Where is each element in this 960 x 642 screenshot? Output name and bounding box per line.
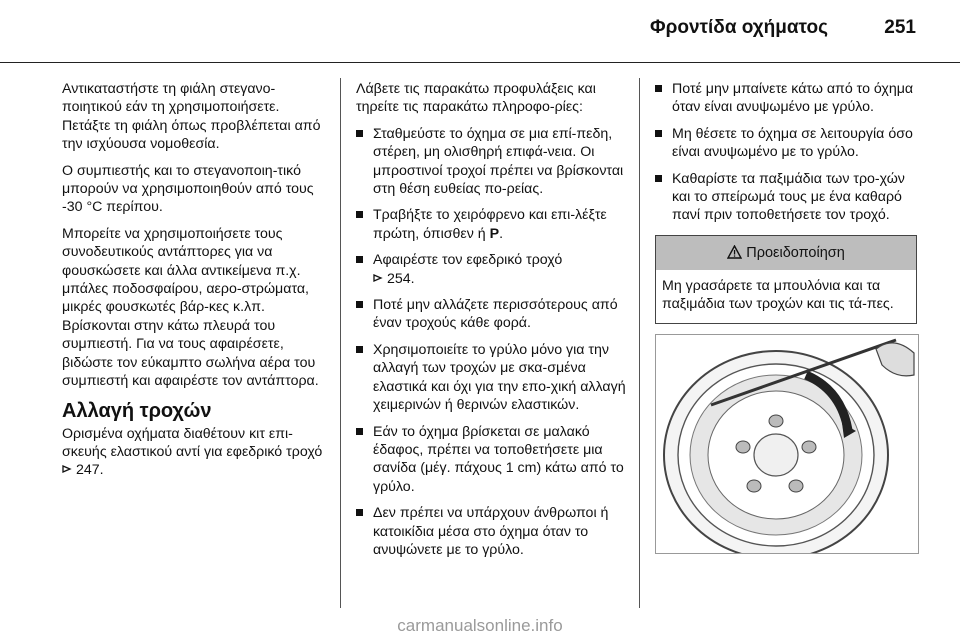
precautions-list [655,80,917,225]
paragraph-reference [62,425,324,480]
list-item [356,341,628,415]
paragraph: Αντικαταστήστε τη φιάλη στεγανο-ποιητικού εάν τη χρησιμοποιήσετε. Πετάξτε τη φιάλη όπως προβλέπεται από την ισχύουσα νομοθεσία. [62,81,321,153]
bullet-icon [356,428,363,435]
warning-title: Προειδοποίηση [746,244,845,261]
page-reference[interactable]: 247. [75,462,104,479]
page-reference-arrow-icon [62,461,72,479]
list-item-text: Δεν πρέπει να υπάρχουν άνθρωποι ή κατοικίδια μέσα στο όχημα όταν το ανυψώνετε με το γρύλο. [373,505,609,558]
column-middle [356,80,628,567]
bullet-icon [356,301,363,308]
page-reference-arrow-icon [373,270,383,288]
list-item: Τραβήξτε το χειρόφρενο και επι-λέξτε πρώτη, όπισθεν ή P. [356,206,628,243]
list-item [655,125,917,162]
bullet-icon [655,85,662,92]
page-title: Φροντίδα οχήματος [650,17,828,38]
page-reference[interactable]: 254. [386,270,415,287]
paragraph: Μπορείτε να χρησιμοποιήσετε τους συνοδευτικούς αντάπτορες για να φουσκώσετε και άλλα αντικείμενα π.χ. μπάλες ποδοσφαίρου, αερο-στρώματα, μικρές φουσκωτές βάρ-κες κ.λπ. Βρίσκονται στην κάτω πλευρά του συμπιεστή. Για να τους αφαιρέσετε, βιδώστε τον εύκαμπτο σωλήνα αέρα του συμπιεστή και αφαιρέστε τον αντάπτορα. [62,225,319,390]
section-heading: Αλλαγή τροχών [62,399,212,422]
paragraph-text: Ορισμένα οχήματα διαθέτουν κιτ επι-σκευής ελαστικού αντί για εφεδρικό τροχό [62,425,323,460]
list-item [655,80,917,117]
bullet-icon [356,509,363,516]
wheel-cover-removal-illustration [655,334,919,554]
watermark: carmanualsonline.info [397,616,563,635]
list-item-text: Ποτέ μην αλλάζετε περισσότερους από έναν τροχούς κάθε φορά. [373,297,618,332]
bullet-icon [356,346,363,353]
column-divider [639,78,640,608]
warning-box [655,235,917,324]
list-item [655,170,917,225]
warning-text: Μη γρασάρετε τα μπουλόνια και τα παξιμάδια των τροχών και τις τά-πες. [662,277,894,313]
precautions-list [356,125,628,560]
list-item-text: Εάν το όχημα βρίσκεται σε μαλακό έδαφος, πρέπει να τοποθετήσετε μια σανίδα (μέγ. πάχους 1 cm) κάτω από το γρύλο. [373,423,624,495]
list-item [356,504,628,559]
column-left [62,80,324,488]
list-item [356,423,628,497]
warning-header [656,236,916,270]
bullet-icon [655,130,662,137]
list-item-text: Αφαιρέστε τον εφεδρικό τροχό [373,252,563,269]
list-item [356,125,628,199]
list-item-text: Ποτέ μην μπαίνετε κάτω από το όχημα όταν είναι ανυψωμένο με γρύλο. [672,81,914,116]
list-item-text: Καθαρίστε τα παξιμάδια των τρο-χών και το σπείρωμά τους με ένα καθαρό πανί πριν τοποθετήσετε τον τροχό. [672,170,905,224]
list-item-text: Μη θέσετε το όχημα σε λειτουργία όσο είναι ανυψωμένο με το γρύλο. [672,125,913,161]
page-header [0,0,960,62]
list-item [356,296,628,333]
list-item [356,251,628,288]
bullet-icon [356,256,363,263]
warning-triangle-icon [727,245,746,261]
page-number: 251 [884,17,916,38]
intro-paragraph: Λάβετε τις παρακάτω προφυλάξεις και τηρείτε τις παρακάτω πληροφο-ρίες: [356,81,596,116]
bullet-icon [655,175,662,182]
list-item-text: Σταθμεύστε το όχημα σε μια επί-πεδη, στέρεη, μη ολισθηρή επιφά-νεια. Οι μπροστινοί τροχοί πρέπει να βρίσκονται στη θέση ευθείας πο-ρείας. [373,125,624,198]
wheel-illustration-svg [656,335,918,553]
bullet-icon [356,130,363,137]
paragraph: Ο συμπιεστής και το στεγανοποιη-τικό μπορούν να χρησιμοποιηθούν από τους -30 °C περίπου. [62,162,314,216]
gear-position: P [489,225,500,242]
bullet-icon [356,211,363,218]
list-item-text: Τραβήξτε το χειρόφρενο και επι-λέξτε πρώτη, όπισθεν ή [373,207,607,242]
header-divider [0,62,960,63]
column-right [655,80,917,554]
list-item-text: Χρησιμοποιείτε το γρύλο μόνο για την αλλαγή των τροχών με σκα-σμένα ελαστικά και όχι για την επο-χική αλλαγή χειμερινών ή θερινών ελαστικών. [373,341,626,414]
column-divider [340,78,341,608]
